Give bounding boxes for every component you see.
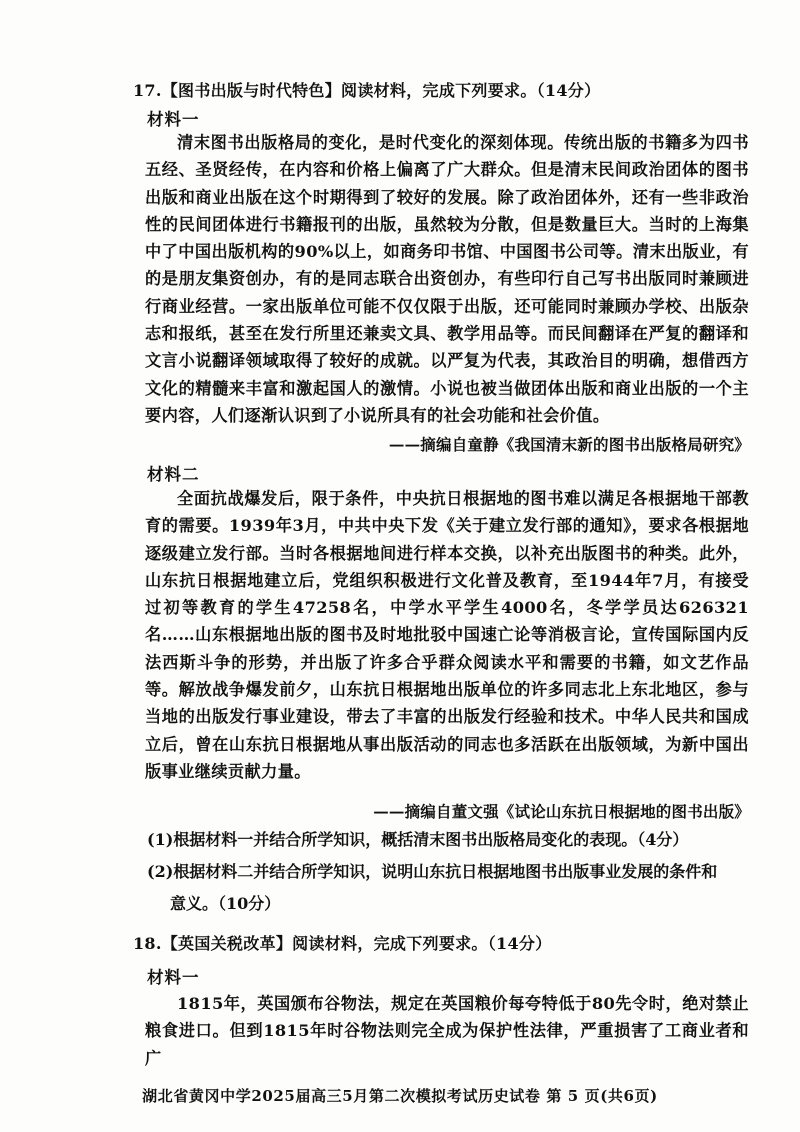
q17-material-1-heading: 材料一 xyxy=(147,110,200,129)
question-18-title: 18.【英国关税改革】阅读材料，完成下列要求。（14分） xyxy=(133,934,552,953)
q17-sub-questions xyxy=(147,824,749,920)
q17-material-1-text: 清末图书出版格局的变化，是时代变化的深刻体现。传统出版的书籍多为四书五经、圣贤经传，在内容和价格上偏离了广大群众。但是清末民间政治团体的图书出版和商业出版在这个时期得到了较好的发展。除了政治团体外，还有一些非政治性的民间团体进行书籍报刊的出版，虽然较为分散，但是数量巨大。当时的上海集中了中国出版机构的90%以上，如商务印书馆、中国图书公司等。清末出版业，有的是朋友集资创办，有的是同志联合出资创办，有些印行自己写书出版同时兼顾进行商业经营。一家出版单位可能不仅仅限于出版，还可能同时兼顾办学校、出版杂志和报纸，甚至在发行所里还兼卖文具、教学用品等。而民间翻译在严复的翻译和文言小说翻译领域取得了较好的成就。以严复为代表，其政治目的明确，想借西方文化的精髓来丰富和激起国人的激情。小说也被当做团体出版和商业出版的一个主要内容，人们逐渐认识到了小说所具有的社会功能和社会价值。 xyxy=(145,133,749,425)
q17-material-1-body xyxy=(145,129,749,429)
q17-material-2-heading: 材料二 xyxy=(147,465,200,484)
q18-material-1-text: 1815年，英国颁布谷物法，规定在英国粮价每夸特低于80先令时，绝对禁止粮食进口。但到1815年时谷物法则完全成为保护性法律，严重损害了工商业者和广 xyxy=(145,994,749,1068)
q17-material-1-source: ——摘编自童静《我国清末新的图书出版格局研究》 xyxy=(388,435,750,454)
q17-material-2-text: 全面抗战爆发后，限于条件，中央抗日根据地的图书难以满足各根据地干部教育的需要。1939年3月，中共中央下发《关于建立发行部的通知》，要求各根据地逐级建立发行部。当时各根据地间进行样本交换，以补充出版图书的种类。此外，山东抗日根据地建立后，党组织积极进行文化普及教育，至1944年7月，有接受过初等教育的学生47258名，中学水平学生4000名，冬学学员达626321名……山东根据地出版的图书及时地批驳中国速亡论等消极言论，宣传国际国内反法西斯斗争的形势，并出版了许多合乎群众阅读水平和需要的书籍，如文艺作品等。解放战争爆发前夕，山东抗日根据地出版单位的许多同志北上东北地区，参与当地的出版发行事业建设，带去了丰富的出版发行经验和技术。中华人民共和国成立后，曾在山东抗日根据地从事出版活动的同志也多活跃在出版领域，为新中国出版事业继续贡献力量。 xyxy=(145,489,749,781)
q18-material-1-body xyxy=(145,990,749,1072)
question-17-title: 17.【图书出版与时代特色】阅读材料，完成下列要求。（14分） xyxy=(133,81,601,100)
q17-question-1: (1)根据材料一并结合所学知识，概括清末图书出版格局变化的表现。（4分） xyxy=(147,830,689,849)
page-footer: 湖北省黄冈中学2025届高三5月第二次模拟考试历史试卷 第 5 页(共6页) xyxy=(142,1087,658,1105)
q17-material-2-source: ——摘编自董文强《试论山东抗日根据地的图书出版》 xyxy=(373,802,750,821)
q18-material-1-heading: 材料一 xyxy=(147,968,200,987)
q17-material-2-body xyxy=(145,485,749,785)
q17-question-2-line-2: 意义。（10分） xyxy=(170,894,281,913)
q17-question-2-line-1: (2)根据材料二并结合所学知识，说明山东抗日根据地图书出版事业发展的条件和 xyxy=(147,862,718,881)
